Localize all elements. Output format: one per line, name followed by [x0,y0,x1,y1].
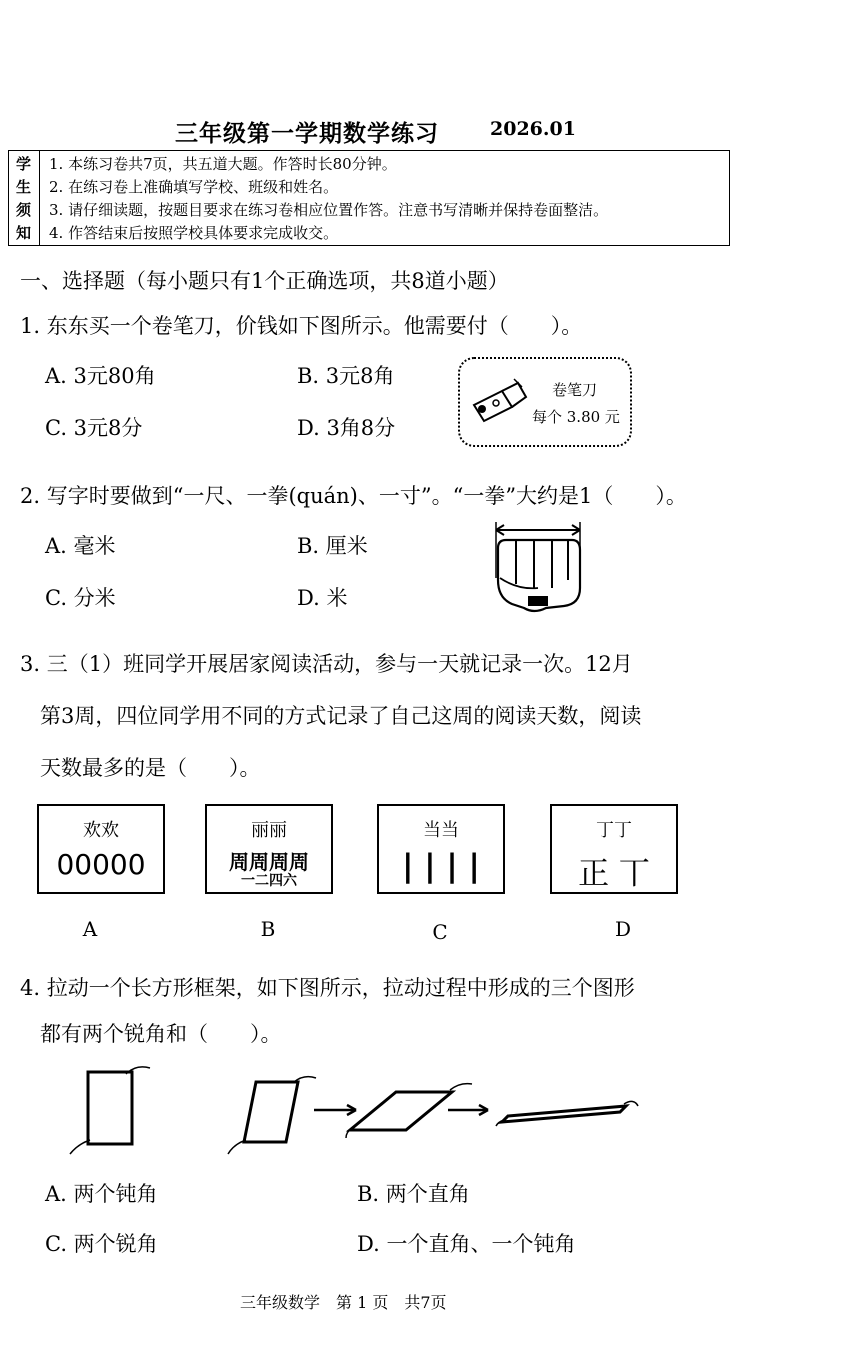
q4-option-c[interactable]: C. 两个锐角 [45,1232,158,1256]
q1-option-a[interactable]: A. 3元80角 [45,364,156,388]
price-tag-price: 每个 3.80 元 [532,408,620,426]
q2-option-a[interactable]: A. 毫米 [45,534,116,558]
fist-icon [488,518,588,618]
question-3-stem-line: 天数最多的是（ ）。 [40,756,261,780]
record-card-b [205,804,333,894]
notice-line: 1. 本练习卷共7页，共五道大题。作答时长80分钟。 [49,155,397,173]
notice-line: 2. 在练习卷上准确填写学校、班级和姓名。 [49,178,339,196]
card-record-sub: 一二四六 [241,873,297,889]
card-student-name: 丁丁 [596,820,632,841]
choice-letter-b[interactable]: B [260,917,276,941]
question-3-stem-line: 3. 三（1）班同学开展居家阅读活动，参与一天就记录一次。12月 [20,652,633,676]
card-record: | | | | [402,848,480,884]
q4-option-b[interactable]: B. 两个直角 [357,1182,470,1206]
card-student-name: 丽丽 [251,820,287,841]
card-record: 周周周周 [229,850,309,874]
question-4-stem-line: 4. 拉动一个长方形框架，如下图所示，拉动过程中形成的三个图形 [20,976,635,1000]
question-4-stem-line: 都有两个锐角和（ ）。 [40,1022,282,1046]
q4-option-d[interactable]: D. 一个直角、一个钝角 [357,1232,576,1256]
notice-side-char: 知 [16,224,32,242]
q1-option-c[interactable]: C. 3元8分 [45,416,143,440]
notice-side-label [9,151,40,245]
choice-letter-a[interactable]: A [82,917,98,941]
q2-option-d[interactable]: D. 米 [297,586,348,610]
q1-option-b[interactable]: B. 3元8角 [297,364,395,388]
notice-line: 4. 作答结束后按照学校具体要求完成收交。 [49,224,339,242]
q1-option-d[interactable]: D. 3角8分 [297,416,396,440]
page-title: 三年级第一学期数学练习 [175,120,439,147]
q2-option-c[interactable]: C. 分米 [45,586,116,610]
pencil-sharpener-icon [468,377,532,427]
notice-side-char: 生 [16,178,32,196]
price-tag-name: 卷笔刀 [552,381,598,399]
exam-date: 2026.01 [490,118,576,140]
notice-side-char: 学 [16,155,32,173]
notice-line: 3. 请仔细读题，按题目要求在练习卷相应位置作答。注意书写清晰并保持卷面整洁。 [49,201,609,219]
frame-deformation-figure [60,1060,660,1160]
card-record: 正 丅 [578,856,650,892]
question-2-stem: 2. 写字时要做到“一尺、一拳(quán)、一寸”。“一拳”大约是1（ ）。 [20,484,687,508]
notice-side-char: 须 [16,201,32,219]
record-card-c [377,804,505,894]
notice-box [8,150,730,246]
question-3-stem-line: 第3周，四位同学用不同的方式记录了自己这周的阅读天数，阅读 [40,704,642,728]
page-footer: 三年级数学 第 1 页 共7页 [240,1293,447,1312]
choice-letter-c[interactable]: C [432,920,448,944]
question-1-stem: 1. 东东买一个卷笔刀，价钱如下图所示。他需要付（ ）。 [20,314,583,338]
card-student-name: 当当 [423,820,459,841]
card-record: 00000 [56,848,146,881]
section-heading: 一、选择题（每小题只有1个正确选项，共8道小题） [20,269,509,293]
record-card-d [550,804,678,894]
card-student-name: 欢欢 [83,820,119,841]
choice-letter-d[interactable]: D [614,917,632,941]
q2-option-b[interactable]: B. 厘米 [297,534,368,558]
record-card-a [37,804,165,894]
q4-option-a[interactable]: A. 两个钝角 [45,1182,158,1206]
price-tag [458,357,632,447]
